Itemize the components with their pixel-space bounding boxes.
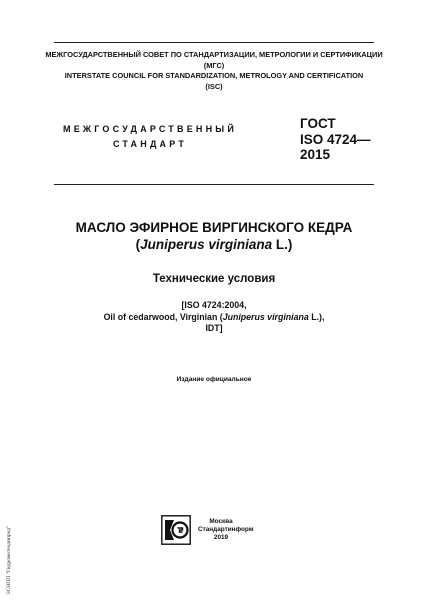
iso-ref-suffix: L.),	[308, 311, 325, 322]
title-latin-name: Juniperus virginiana	[140, 237, 273, 252]
edition-note: Издание официальное	[176, 376, 252, 383]
document-subtitle: Технические условия	[152, 273, 276, 285]
publisher-info	[198, 518, 254, 542]
standard-type-line1: МЕЖГОСУДАРСТВЕННЫЙ	[63, 124, 237, 134]
title-line2	[30, 236, 398, 253]
council-ru-name: МЕЖГОСУДАРСТВЕННЫЙ СОВЕТ ПО СТАНДАРТИЗАЦИИ, МЕТРОЛОГИИ И СЕРТИФИКАЦИИ	[45, 50, 383, 59]
iso-ref-latin-name: Juniperus virginiana	[222, 311, 309, 322]
publisher-city: Москва	[209, 518, 233, 525]
standard-type-line2: СТАНДАРТ	[112, 139, 188, 149]
top-rule	[54, 42, 374, 43]
iso-ref-prefix: Oil of cedarwood, Virginian (	[103, 311, 223, 322]
title-line1: МАСЛО ЭФИРНОЕ ВИРГИНСКОГО КЕДРА	[75, 220, 353, 235]
council-en-name: INTERSTATE COUNCIL FOR STANDARDIZATION, METROLOGY AND CERTIFICATION	[64, 71, 364, 80]
document-title	[30, 219, 398, 253]
gost-label: ГОСТ	[300, 116, 336, 131]
gost-designation	[300, 116, 371, 163]
publisher-year: 2019	[213, 534, 229, 541]
iso-ref-line1: [ISO 4724:2004,	[181, 300, 247, 310]
council-ru-abbr: (МГС)	[203, 60, 225, 70]
council-en-abbr: (ISC)	[205, 81, 223, 91]
standard-type	[60, 122, 240, 152]
council-header	[40, 50, 388, 92]
title-paren-close: L.)	[272, 237, 293, 252]
standartinform-logo-icon	[161, 515, 191, 545]
title-paren-open: (	[135, 237, 141, 252]
side-note	[2, 515, 14, 595]
gost-year: 2015	[300, 147, 331, 162]
middle-rule	[54, 184, 374, 185]
side-note-text: ЭСНПП "Гидрометеодипрод"	[6, 525, 12, 595]
iso-reference	[40, 300, 388, 335]
publisher-name: Стандартинформ	[198, 526, 254, 533]
iso-ref-line2	[40, 312, 388, 324]
publisher-logo	[161, 515, 191, 545]
gost-number: ISO 4724—	[300, 131, 371, 147]
iso-ref-line3: IDT]	[205, 323, 223, 333]
